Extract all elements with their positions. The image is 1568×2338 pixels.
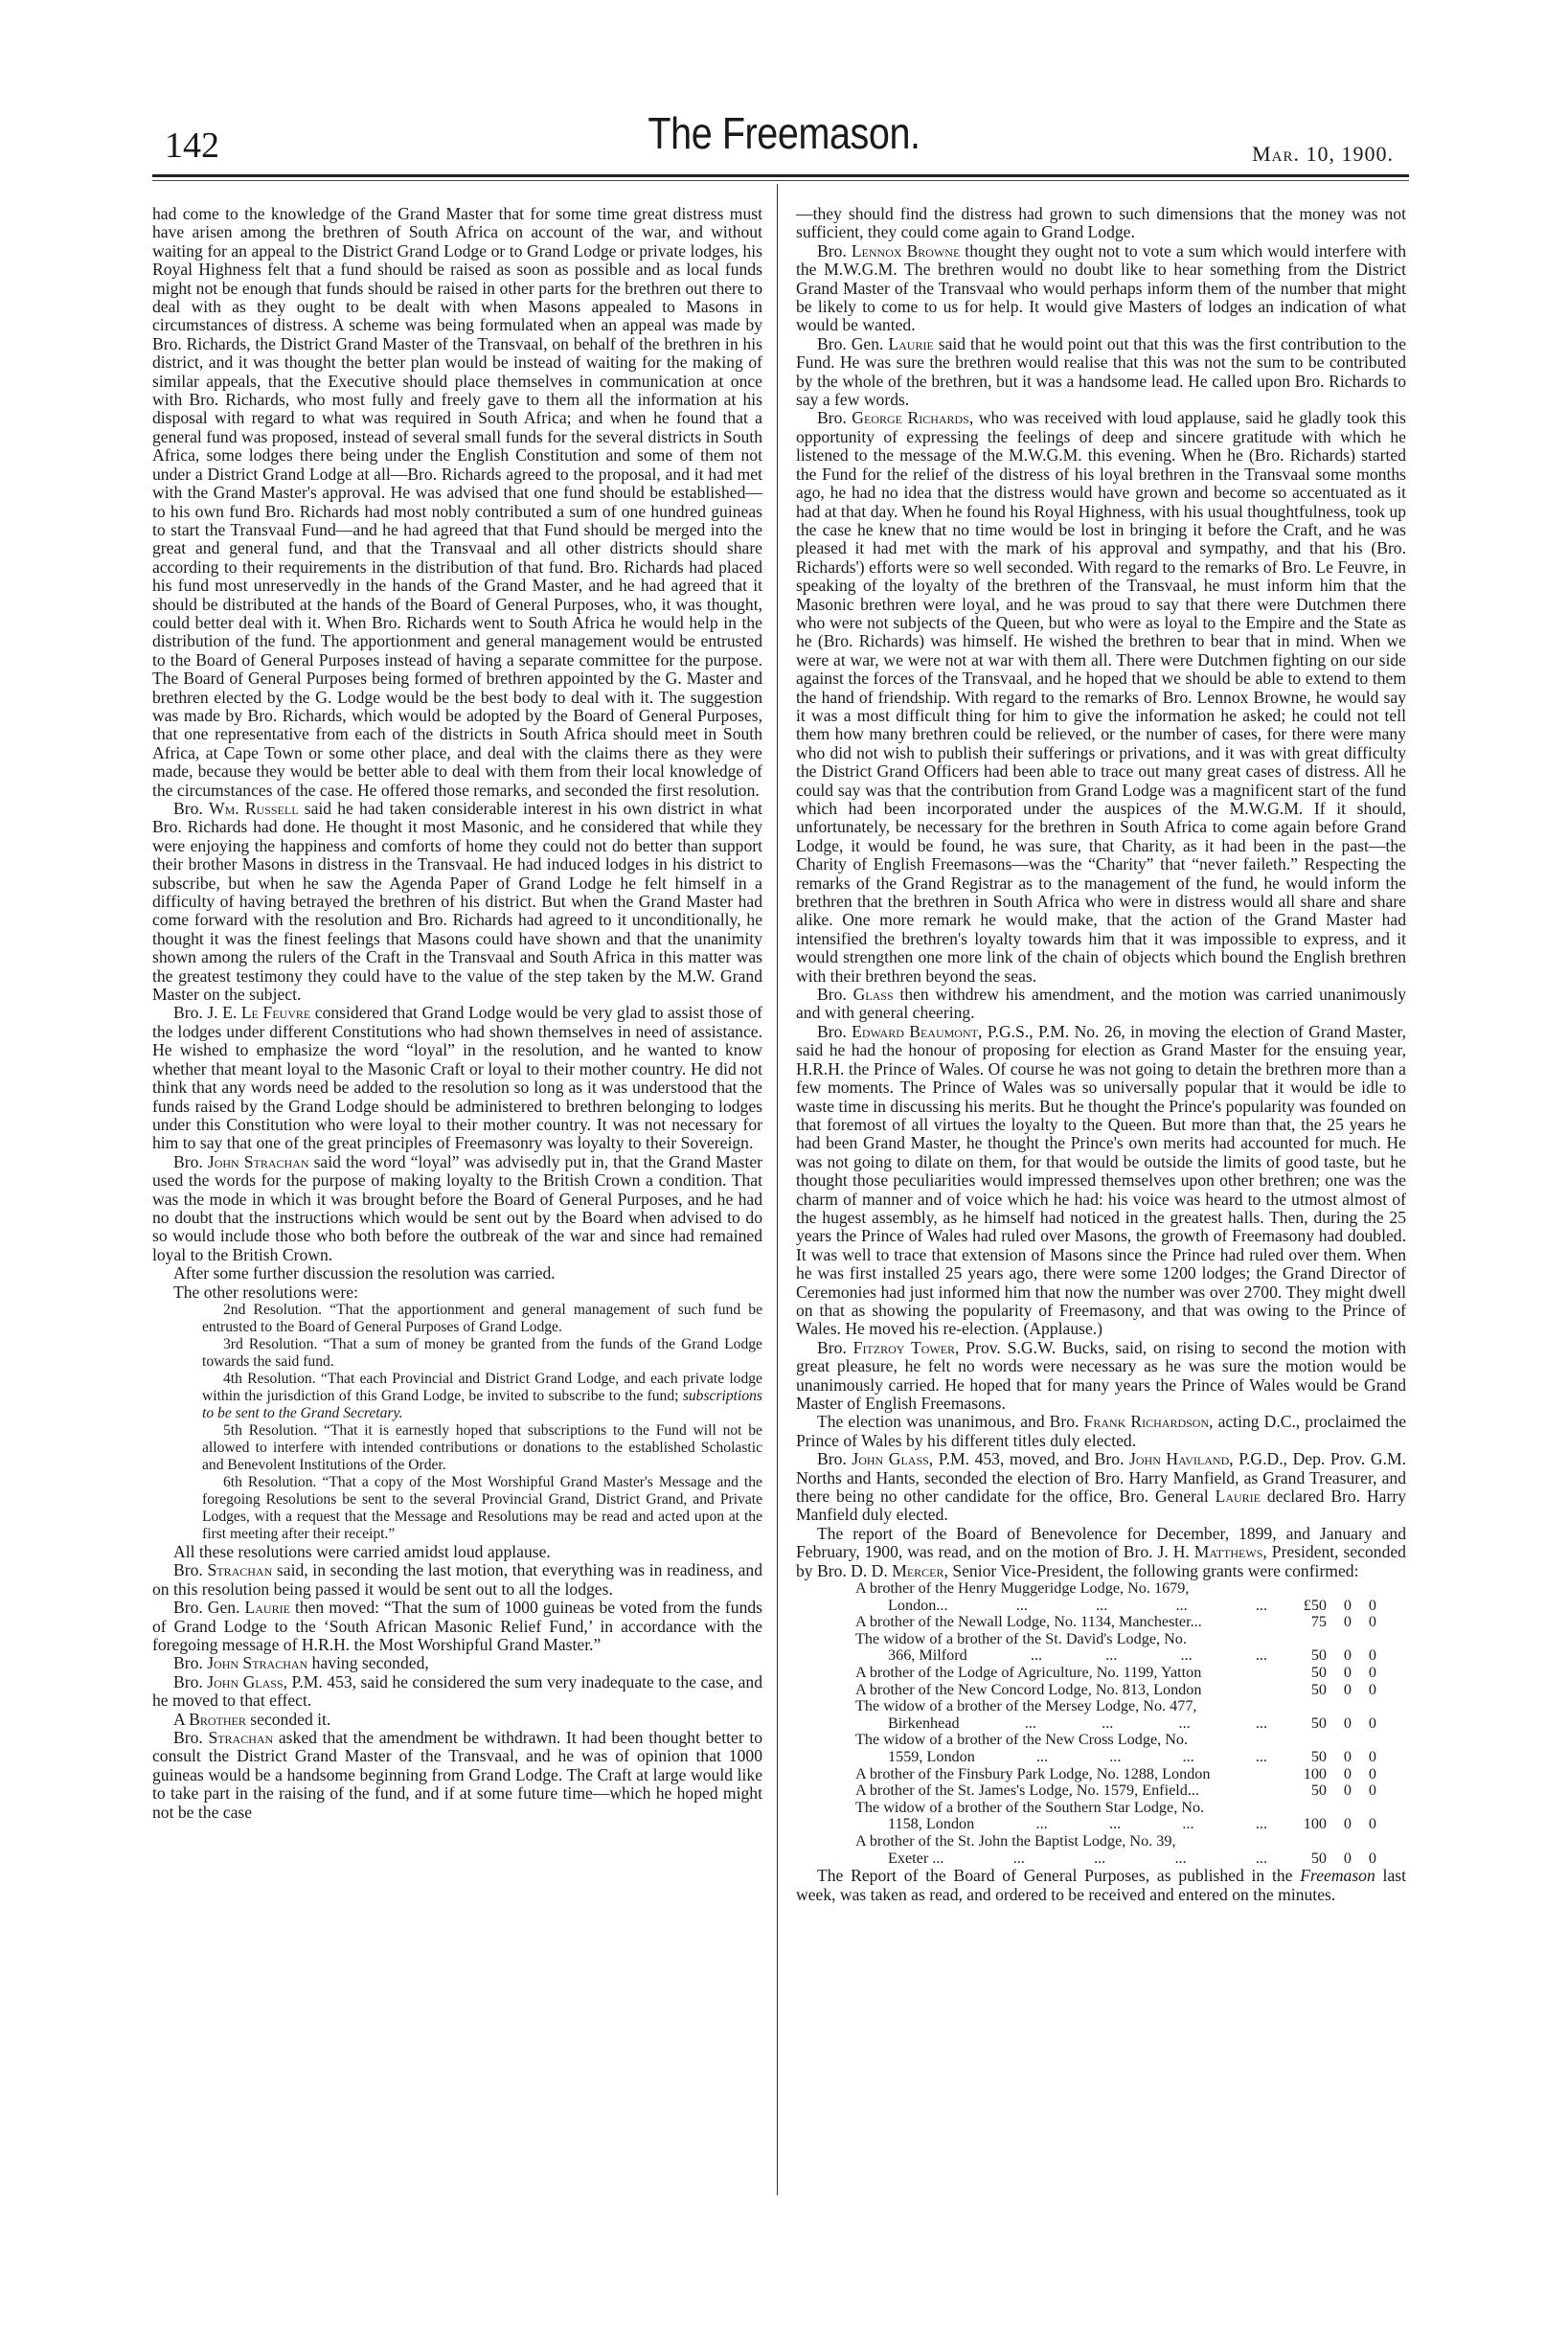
paragraph	[152, 1283, 762, 1302]
resolution-label: 3rd Resolution.	[223, 1335, 318, 1352]
grant-description	[855, 1631, 1267, 1665]
speaker-name: Glass	[852, 985, 894, 1005]
paragraph	[152, 1729, 762, 1822]
grant-row	[855, 1833, 1406, 1867]
amount-pounds: 100	[1303, 1764, 1327, 1782]
grant-line: A brother of the Newall Lodge, No. 1134, Manchester...	[855, 1613, 1202, 1631]
speaker-name: George Richards	[852, 408, 969, 428]
grant-row	[855, 1631, 1406, 1665]
text-run: “That the apportionment and general management of such fund be entrusted to the Board of General Purposes of Grand Lodge.	[202, 1301, 762, 1335]
grant-description	[855, 1766, 1267, 1783]
grant-location-text: Birkenhead	[888, 1714, 960, 1732]
text-run: Bro.	[817, 1449, 852, 1469]
amount-pence: 0	[1368, 1714, 1376, 1732]
leader-dots: ...	[1182, 1815, 1194, 1833]
grant-location	[855, 1598, 1267, 1615]
text-run: “That each Provincial and District Grand Lodge, and each private lodge within the jurisdiction of this Grand Lodge, be invited to subscribe to the fund;	[202, 1370, 762, 1404]
leader-dots: ...	[1035, 1815, 1048, 1833]
grant-location	[855, 1816, 1267, 1833]
paragraph	[152, 1561, 762, 1599]
right-paragraphs-after	[796, 1867, 1406, 1904]
grant-description	[855, 1698, 1267, 1732]
grant-line: The widow of a brother of the Southern Star Lodge, No.	[855, 1798, 1205, 1816]
grants-list	[855, 1580, 1406, 1867]
grant-amount	[1267, 1766, 1403, 1783]
amount-shillings: 0	[1343, 1815, 1352, 1833]
paragraph	[152, 1264, 762, 1282]
page-number: 142	[165, 125, 219, 166]
amount-pounds: 75	[1310, 1613, 1327, 1631]
speaker-name: Edward Beaumont	[852, 1021, 978, 1041]
amount-pounds: 50	[1310, 1782, 1327, 1800]
leader-dots: ...	[1255, 1646, 1267, 1665]
grant-description	[855, 1800, 1267, 1833]
text-run: “That a copy of the Most Worshipful Grand Master's Message and the foregoing Resolutions be sent to the several Provincial Grand, District Grand, and Private Lodges, with a request that the Message and Resolutions may be read and acted upon at the first meeting after their receipt.”	[202, 1473, 762, 1542]
amount-shillings: 0	[1343, 1748, 1352, 1765]
text-run: declared Bro. Harry Manfield duly elected.	[796, 1487, 1406, 1525]
text-run: , who was received with loud applause, said he gladly took this opportunity of expressing the feelings of deep and sincere gratitude with which he listened to the message of the M.W.G.M. this evening. When he (Bro. Richards) started the Fund for the relief of the distress of his loyal brethren in the Transvaal some months ago, he had no idea that the distress would have grown and become so accentuated as it had at that day. When he found his Royal Highness, with his usual thoughtfulness, took up the case he knew that no time would be lost in bringing it before the Craft, and he was pleased it had met with the mark of his approval and sympathy, and that his (Bro. Richards') efforts were so well seconded. With regard to the remarks of Bro. Le Feuvre, in speaking of the loyalty of the brethren of the Transvaal, he must inform him that the Masonic brethren were loyal, and he was proud to say that there were Dutchmen there who were not subjects of the Queen, but who were as loyal to the Empire and the State as he (Bro. Richards) was himself. He wished the brethren to bear that in mind. When we were at war, we were not at war with them all. There were Dutchmen fighting on our side against the forces of the Transvaal, and he hoped that we should be able to extend to them the hand of friendship. With regard to the remarks of Bro. Lennox Browne, he would say it was a most difficult thing for him to give the information he asked; he could not tell them how many brethren could be relieved, or the number of cases, for there were many who did not wish to publish their sufferings or privations, and it was with great difficulty the District Grand Officers had been able to trace out many great cases of distress. All he could say was that the contribution from Grand Lodge was a magnificent start of the fund which had been incorporated under the auspices of the M.W.G.M. If it should, unfortunately, be necessary for the brethren in South Africa to come again before Grand Lodge, it would be found, he was sure, that Charity, as it had been in the past—the Charity of English Freemasons—was the “Charity” that “never faileth.” Respecting the remarks of the Grand Registrar as to the management of the fund, he would inform the brethren that the brethren in South Africa who were in distress would all share and share alike. One more remark he would make, that the action of the Grand Master had intensified the brethren's loyalty towards him that it was impossible to express, and it would strengthen one more link of the chain of objects which bound the English brethren with their brethren beyond the seas.	[796, 408, 1407, 986]
amount-pounds: £50	[1303, 1596, 1327, 1614]
amount-pounds: 50	[1310, 1680, 1327, 1698]
leader-dots: ...	[1174, 1849, 1187, 1867]
speaker-name: John Strachan	[207, 1151, 309, 1171]
leader-dots: ...	[1035, 1748, 1049, 1765]
grant-amount	[1267, 1782, 1403, 1800]
paragraph	[152, 800, 762, 1004]
amount-pence: 0	[1368, 1646, 1376, 1665]
right-column	[796, 205, 1406, 1904]
left-paragraphs-after	[152, 1543, 762, 1822]
grant-amount	[1267, 1698, 1403, 1732]
grant-location	[855, 1647, 1267, 1665]
text-run: The report of the Board of Benevolence for December, 1899, and January and February, 1900, was read, and on the motion of Bro. J. H.	[796, 1523, 1406, 1562]
text-run: Bro.	[817, 1337, 853, 1357]
speaker-name: John Strachan	[207, 1653, 308, 1673]
text-run: said, in seconding the last motion, that everything was in readiness, and on this resolution being passed it would be sent out to all the lodges.	[152, 1560, 762, 1599]
speaker-name: Laurie	[1215, 1487, 1261, 1507]
text-run: seconded it.	[245, 1709, 331, 1729]
speaker-name: Laurie	[244, 1598, 290, 1618]
leader-dots: ...	[1255, 1849, 1267, 1867]
text-run: , acting D.C., proclaimed the Prince of Wales by his different titles duly elected.	[796, 1412, 1406, 1450]
text-run: , Prov. S.G.W. Bucks, said, on rising to second the motion with great pleasure, he felt no words were necessary as he was sure the motion would be unanimously carried. He hoped that for many years the Prince of Wales would be Grand Master of English Freemasons.	[796, 1337, 1407, 1413]
grant-line: The widow of a brother of the St. David's Lodge, No.	[855, 1629, 1187, 1647]
grant-row	[855, 1682, 1406, 1699]
leader-dots: ...	[1178, 1714, 1191, 1732]
amount-shillings: 0	[1343, 1646, 1352, 1665]
text-run: , P.M. 453, moved, and Bro.	[928, 1449, 1130, 1469]
text-run: Bro.	[817, 408, 852, 428]
header-rule-thin	[152, 180, 1409, 181]
paragraph	[796, 1525, 1406, 1580]
amount-pence: 0	[1368, 1680, 1376, 1698]
text-run: , P.G.D., Dep. Prov. G.M. Norths and Hants, seconded the election of Bro. Harry Manfield, as Grand Treasurer, and there being no other candidate for the office, Bro. General	[796, 1449, 1407, 1507]
text-run: The election was unanimous, and Bro.	[817, 1412, 1084, 1432]
text-run: The Report of the Board of General Purposes, as published in the	[817, 1866, 1301, 1886]
right-paragraphs-before	[796, 205, 1406, 1580]
paragraph	[796, 205, 1406, 242]
grant-description	[855, 1580, 1267, 1614]
left-paragraphs-before	[152, 205, 762, 1302]
text-run: Bro.	[817, 1021, 852, 1041]
leader-dots: ...	[1012, 1849, 1025, 1867]
leader-dots: ...	[1255, 1748, 1267, 1765]
paragraph	[796, 242, 1406, 335]
grant-location-text: London...	[888, 1596, 948, 1614]
grant-location-text: 1559, London	[888, 1748, 975, 1765]
speaker-name: Frank Richardson	[1083, 1412, 1210, 1432]
text-run: Bro.	[173, 1560, 208, 1580]
grant-line: A brother of the St. John the Baptist Lodge, No. 39,	[855, 1831, 1176, 1850]
text-run: Bro. Gen.	[173, 1598, 245, 1618]
grant-location	[855, 1850, 1267, 1868]
text-run: Bro.	[817, 985, 853, 1005]
grant-description	[855, 1614, 1267, 1631]
paragraph	[152, 1543, 762, 1561]
paragraph	[796, 335, 1406, 410]
column-divider	[777, 184, 778, 2195]
paragraph	[796, 1023, 1406, 1339]
amount-shillings: 0	[1343, 1849, 1352, 1867]
amount-shillings: 0	[1343, 1714, 1352, 1732]
text-run: Bro.	[173, 1653, 208, 1673]
paragraph	[152, 205, 762, 800]
amount-shillings: 0	[1343, 1613, 1352, 1631]
leader-dots: ...	[1096, 1596, 1108, 1614]
text-run: All these resolutions were carried amidst loud applause.	[173, 1541, 551, 1561]
amount-pounds: 50	[1310, 1748, 1327, 1765]
grant-amount	[1267, 1665, 1403, 1682]
grant-location	[855, 1715, 1267, 1733]
grant-row	[855, 1782, 1406, 1800]
grant-amount	[1267, 1631, 1403, 1665]
paragraph	[796, 1413, 1406, 1450]
amount-pounds: 50	[1310, 1849, 1327, 1867]
leader-dots: ...	[1102, 1714, 1114, 1732]
speaker-name: Mercer	[892, 1560, 944, 1580]
grant-row	[855, 1614, 1406, 1631]
grant-location-text: 1158, London	[888, 1815, 975, 1833]
grant-description	[855, 1665, 1267, 1682]
leader-dots: ...	[1030, 1646, 1043, 1665]
speaker-name: Strachan	[208, 1728, 274, 1748]
grant-location	[855, 1749, 1267, 1766]
text-run: —they should find the distress had grown to such dimensions that the money was not sufficient, they could come again to Grand Lodge.	[796, 204, 1406, 242]
leader-dots: ...	[1182, 1748, 1194, 1765]
amount-shillings: 0	[1343, 1596, 1352, 1614]
text-run: Bro. Gen.	[817, 333, 889, 353]
grant-description	[855, 1833, 1267, 1867]
text-run: The other resolutions were:	[173, 1282, 358, 1302]
text-run: , P.M. 453, said he considered the sum very inadequate to the case, and he moved to that effect.	[152, 1671, 762, 1711]
leader-dots: ...	[1255, 1596, 1267, 1614]
grant-row	[855, 1766, 1406, 1783]
amount-pence: 0	[1368, 1764, 1376, 1782]
amount-pence: 0	[1368, 1815, 1376, 1833]
text-run: thought they ought not to vote a sum which would interfere with the M.W.G.M. The brethren would no doubt like to hear something from the District Grand Master of the Transvaal who would perhaps inform them of the number that might be likely to come to us for help. It would give Masters of lodges an indication of what would be wanted.	[796, 240, 1407, 335]
amount-shillings: 0	[1343, 1764, 1352, 1782]
grant-amount	[1267, 1580, 1403, 1614]
grant-line: A brother of the New Concord Lodge, No. 813, London	[855, 1680, 1202, 1698]
text-run: A	[173, 1709, 190, 1729]
text-run: Bro.	[173, 1671, 208, 1691]
paragraph	[796, 1867, 1406, 1904]
amount-pence: 0	[1368, 1596, 1376, 1614]
grant-row	[855, 1698, 1406, 1732]
paragraph	[796, 1339, 1406, 1414]
speaker-name: John Glass	[207, 1671, 284, 1691]
issue-date: Mar. 10, 1900.	[1252, 142, 1394, 166]
grant-amount	[1267, 1732, 1403, 1765]
speaker-name: John Haviland	[1129, 1449, 1230, 1469]
leader-dots: ...	[1105, 1646, 1118, 1665]
amount-pence: 0	[1368, 1782, 1376, 1800]
grant-location-text: Exeter ...	[888, 1849, 944, 1867]
text-run: then moved: “That the sum of 1000 guineas be voted from the funds of Grand Lodge to the ‘South African Masonic Relief Fund,’ in accordance with the foregoing message of H.R.H. the Most Worshipful Grand Master.”	[152, 1598, 763, 1654]
text-run: Bro.	[173, 799, 209, 818]
text-run: had come to the knowledge of the Grand Master that for some time great distress must have arisen among the brethren of South Africa on account of the war, and without waiting for an appeal to the District Grand Lodge or to Grand Lodge or private lodges, his Royal Highness felt that a fund should be raised as soon as possible and as local funds might not be enough that funds should be raised in other parts for the brethren out there to deal with as they ought to be dealt with when Masons appealed to Masons in circumstances of distress. A scheme was being formulated when an appeal was made by Bro. Richards, the District Grand Master of the Transvaal, on behalf of the brethren in his district, and it was thought the better plan would be instead of waiting for the making of similar appeals, that the Executive should place themselves in communication at once with Bro. Richards, who most fully and freely gave to them all the information at his disposal with regard to what was required in South Africa; and when he found that a general fund was proposed, instead of several small funds for the several districts in South Africa, some lodges there being under the English Constitution and some of them not under a District Grand Lodge at all—Bro. Richards agreed to the proposal, and it had met with the Grand Master's approval. He was advised that one fund should be established—to his own fund Bro. Richards had most nobly contributed a sum of one hundred guineas to start the Transvaal Fund—and he had agreed that that Fund should be merged into the great and general fund, and that the Transvaal and all other districts should share according to their requirements in the distribution of that fund. Bro. Richards had placed his fund most unreservedly in the hands of the Grand Master, and he had agreed that it should be distributed at the hands of the Board of General Purposes, who, it was thought, could better deal with it. When Bro. Richards went to South Africa he would help in the distribution of the fund. The apportionment and general management would be entrusted to the Board of General Purposes instead of having a separate committee for the purpose. The Board of General Purposes being formed of brethren appointed by the G. Master and brethren elected by the G. Lodge would be the best body to deal with it. The suggestion was made by Bro. Richards, which would be adopted by the Board of General Purposes, that one representative from each of the districts in South Africa should meet in South Africa, at Cape Town or some other place, and deal with the claims there as they were made, because they would be better able to deal with them from their local knowledge of the circumstances of the case. He offered those remarks, and seconded the first resolution.	[152, 204, 762, 800]
resolution-item	[152, 1302, 762, 1336]
grant-row	[855, 1800, 1406, 1833]
grant-location-text: 366, Milford	[888, 1646, 967, 1665]
paragraph	[152, 1654, 762, 1672]
leader-dots: ...	[1255, 1815, 1267, 1833]
amount-pounds: 50	[1310, 1646, 1327, 1665]
grant-amount	[1267, 1800, 1403, 1833]
text-run: then withdrew his amendment, and the motion was carried unanimously and with general cheering.	[796, 985, 1407, 1023]
text-run: , President, seconded by Bro. D. D.	[796, 1542, 1406, 1580]
speaker-name: Matthews	[1193, 1542, 1263, 1562]
resolution-item	[152, 1474, 762, 1543]
text-run: “That a sum of money be granted from the funds of the Grand Lodge towards the said fund.	[202, 1335, 762, 1370]
newspaper-title: The Freemason.	[648, 108, 920, 158]
text-run: said that he would point out that this was the first contribution to the Fund. He was sure the brethren would realise that this was not the sum to be contributed by the whole of the brethren, but it was a handsome lead. He called upon Bro. Richards to say a few words.	[796, 333, 1407, 410]
leader-dots: ...	[1015, 1596, 1028, 1614]
grant-description	[855, 1682, 1267, 1699]
grant-description	[855, 1782, 1267, 1800]
grant-amount	[1267, 1614, 1403, 1631]
text-run: After some further discussion the resolution was carried.	[173, 1263, 556, 1283]
grant-line: The widow of a brother of the Mersey Lodge, No. 477,	[855, 1697, 1197, 1715]
resolution-item	[152, 1422, 762, 1474]
leader-dots: ...	[1024, 1714, 1036, 1732]
paragraph	[152, 1004, 762, 1152]
text-run: Freemason	[1300, 1866, 1375, 1886]
text-run: Bro.	[817, 240, 852, 261]
speaker-name: John Glass	[852, 1449, 929, 1469]
text-run: last week, was taken as read, and ordered to be received and entered on the minutes.	[796, 1866, 1406, 1904]
grant-line: A brother of the Lodge of Agriculture, No. 1199, Yatton	[855, 1664, 1202, 1682]
paragraph	[796, 1450, 1406, 1525]
amount-pounds: 50	[1310, 1714, 1327, 1732]
leader-dots: ...	[1175, 1596, 1188, 1614]
resolution-label: 2nd Resolution.	[223, 1301, 323, 1318]
leader-dots: ...	[1108, 1815, 1122, 1833]
speaker-name: Brother	[189, 1709, 246, 1729]
amount-pounds: 100	[1303, 1815, 1327, 1833]
text-run: Bro.	[173, 1151, 208, 1171]
paragraph	[796, 409, 1406, 986]
grant-amount	[1267, 1682, 1403, 1699]
amount-pounds: 50	[1310, 1664, 1327, 1682]
paragraph	[152, 1673, 762, 1711]
amount-shillings: 0	[1343, 1664, 1352, 1682]
resolutions-list	[152, 1302, 762, 1543]
left-column	[152, 205, 762, 1822]
header-rule	[152, 174, 1409, 177]
grant-row	[855, 1580, 1406, 1614]
text-run: subscriptions to be sent to the Grand Secretary.	[202, 1387, 762, 1421]
text-run: having seconded,	[307, 1653, 429, 1673]
speaker-name: Fitzroy Tower	[852, 1337, 956, 1357]
amount-shillings: 0	[1343, 1782, 1352, 1800]
grant-line: A brother of the Finsbury Park Lodge, No. 1288, London	[855, 1764, 1211, 1782]
grant-row	[855, 1665, 1406, 1682]
resolution-label: 5th Resolution.	[223, 1421, 318, 1439]
paragraph	[152, 1711, 762, 1729]
text-run: said the word “loyal” was advisedly put in, that the Grand Master used the words for the purpose of making loyalty to the British Crown a condition. That was the mode in which it was brought before the Board of General Purposes, and he had no doubt that the instructions which would be sent out by the Board when advised to do so would include those who both before the outbreak of the war and since had remained loyal to the British Crown.	[152, 1151, 763, 1264]
speaker-name: Laurie	[888, 333, 934, 353]
paragraph	[152, 1153, 762, 1264]
amount-pence: 0	[1368, 1849, 1376, 1867]
speaker-name: Strachan	[207, 1560, 273, 1580]
grant-line: The widow of a brother of the New Cross Lodge, No.	[855, 1731, 1189, 1749]
speaker-name: Wm. Russell	[208, 799, 299, 818]
amount-shillings: 0	[1343, 1680, 1352, 1698]
speaker-name: Lennox Browne	[851, 240, 961, 261]
leader-dots: ...	[1109, 1748, 1122, 1765]
grant-row	[855, 1732, 1406, 1765]
leader-dots: ...	[1180, 1646, 1193, 1665]
resolution-item	[152, 1371, 762, 1422]
text-run: Bro.	[173, 1728, 209, 1748]
text-run: Bro. J. E.	[173, 1003, 241, 1023]
resolution-item	[152, 1336, 762, 1371]
text-run: , P.G.S., P.M. No. 26, in moving the election of Grand Master, said he had the honour of proposing for election as Grand Master for the ensuing year, H.R.H. the Prince of Wales. Of course he was not going to detain the brethren more than a few moments. The Prince of Wales was so universally popular that it would be idle to waste time in discussing his merits. But he thought the Prince's popularity was founded on that foremost of all virtues the loyalty to the Queen. But more than that, the 25 years he had been Grand Master, he thought the Prince's own merits had accounted for much. He was not going to dilate on them, for that would be outside the limits of good taste, but he thought those peculiarities would impressed themselves upon other brethren; one was the charm of manner and of voice which he had: his voice was heard to the utmost almost of the hugest assembly, as he himself had noticed in the greatest halls. Then, during the 25 years the Prince of Wales had ruled over Masons, the growth of Freemasony had doubled. It was well to trace that extension of Masons since the Prince had ruled over them. When he was first installed 25 years ago, there were some 1200 lodges; the Grand Director of Ceremonies had just informed him that now the number was over 2700. They might dwell on that as showing the popularity of Freemasony, and that was owing to the Prince of Wales. He moved his re-election. (Applause.)	[796, 1021, 1407, 1339]
text-run: considered that Grand Lodge would be very glad to assist those of the lodges under different Constitutions who had shown themselves in need of assistance. He wished to emphasize the word “loyal” in the resolution, and he wanted to know whether that meant loyal to the Masonic Craft or loyal to their mother country. He did not think that any words need be added to the resolution so long as it was understood that the funds raised by the Grand Lodge should be administered to brethren belonging to lodges under this Constitution who were loyal to their mother country. It was not necessary for him to say that one of the great principles of Freemasonry was loyalty to their Sovereign.	[152, 1003, 762, 1153]
amount-pence: 0	[1368, 1748, 1376, 1765]
resolution-label: 4th Resolution.	[223, 1370, 316, 1387]
grant-line: A brother of the Henry Muggeridge Lodge, No. 1679,	[855, 1579, 1190, 1598]
speaker-name: Le Feuvre	[240, 1003, 311, 1023]
resolution-label: 6th Resolution.	[223, 1473, 317, 1490]
grant-line: A brother of the St. James's Lodge, No. 1579, Enfield...	[855, 1782, 1199, 1800]
text-run: said he had taken considerable interest in his own district in what Bro. Richards had done. He thought it most Masonic, and he considered that while they were enjoying the happiness and comforts of home they could not do better than support their brother Masons in distress in the Transvaal. He had induced lodges in his district to subscribe, but when he saw the Agenda Paper of Grand Lodge he felt himself in a difficulty of having betrayed the brethren of his district. But when the Grand Master had come forward with the resolution and Bro. Richards had agreed to it unconditionally, he thought it was the finest feelings that Masons could have shown and that the unanimity shown among the rulers of the Craft in the Transvaal and South Africa in this matter was the greatest testimony they could have to the value of the step taken by the M.W. Grand Master on the subject.	[152, 799, 763, 1005]
leader-dots: ...	[1094, 1849, 1106, 1867]
leader-dots: ...	[1255, 1714, 1267, 1732]
paragraph	[796, 986, 1406, 1023]
text-run: , Senior Vice-President, the following grants were confirmed:	[943, 1560, 1359, 1580]
amount-pence: 0	[1368, 1613, 1376, 1631]
text-run: asked that the amendment be withdrawn. It had been thought better to consult the District Grand Master of the Transvaal, and he was of opinion that 1000 guineas would be a handsome beginning from Grand Lodge. The Craft at large would like to take part in the raising of the fund, and if at some future time—which he hoped might not be the case	[152, 1728, 763, 1822]
text-run: “That it is earnestly hoped that subscriptions to the Fund will not be allowed to interfere with intended contributions or donations to the established Scholastic and Benevolent Institutions of the Order.	[202, 1421, 762, 1473]
amount-pence: 0	[1368, 1664, 1376, 1682]
paragraph	[152, 1599, 762, 1654]
grant-amount	[1267, 1833, 1403, 1867]
grant-description	[855, 1732, 1267, 1765]
